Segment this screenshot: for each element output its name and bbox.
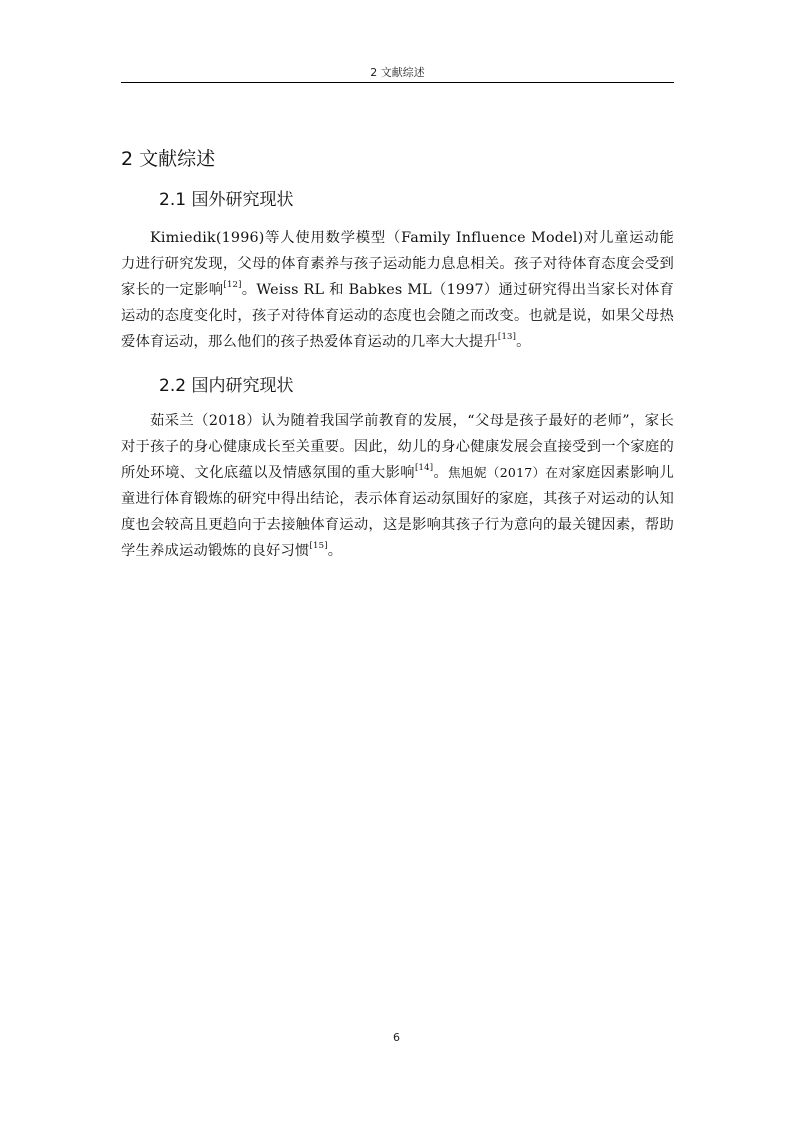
paragraph-text: 。: [433, 465, 449, 481]
paragraph-text: Kimiedik(1996)等人使用数学模型（Family Influence Model)对儿童运动能力进行研究发现，父母的体育素养与孩子运动能力息息相关。孩子对待体育态度会受到家长的一定影响: [121, 230, 674, 298]
header-rule: [121, 82, 674, 83]
paragraph-domestic-research: [121, 408, 674, 564]
paragraph-text: 。: [516, 334, 531, 350]
paragraph-text: 家庭因素影响儿童进行体育锻炼的研究中得出结论，表示体育运动氛围好的家庭，其孩子对运动的认知度也会较高且更趋向于去接触体育运动，这是影响其孩子行为意向的最关键因素，帮助学生养成运动锻炼的良好习惯: [121, 465, 674, 559]
paragraph-text-small: 焦旭妮（2017）在对: [448, 465, 572, 480]
chapter-title: 2 文献综述: [121, 148, 216, 170]
paragraph-foreign-research: [121, 225, 674, 355]
citation-ref: [13]: [497, 332, 517, 342]
page-number: 6: [393, 1031, 400, 1044]
citation-ref: [14]: [415, 463, 434, 473]
paragraph-text: 茹采兰（2018）认为随着我国学前教育的发展，“父母是孩子最好的老师”，家长对于孩子的身心健康成长至关重要。因此，幼儿的身心健康发展会直接受到一个家庭的所处环境、文化底蕴以及情感氛围的重大影响: [121, 413, 674, 481]
section-title-domestic: 2.2 国内研究现状: [159, 376, 294, 396]
paragraph-text: 。: [327, 543, 343, 559]
citation-ref: [15]: [309, 541, 328, 551]
running-header: 2 文献综述: [370, 66, 425, 79]
paragraph-text: 。Weiss RL 和 Babkes ML（1997）通过研究得出当家长对体育运动的态度变化时，孩子对待体育运动的态度也会随之而改变。也就是说，如果父母热爱体育运动，那么他们的孩子热爱体育运动的几率大大提升: [121, 282, 674, 350]
citation-ref: [12]: [223, 280, 242, 290]
section-title-foreign: 2.1 国外研究现状: [159, 190, 294, 210]
